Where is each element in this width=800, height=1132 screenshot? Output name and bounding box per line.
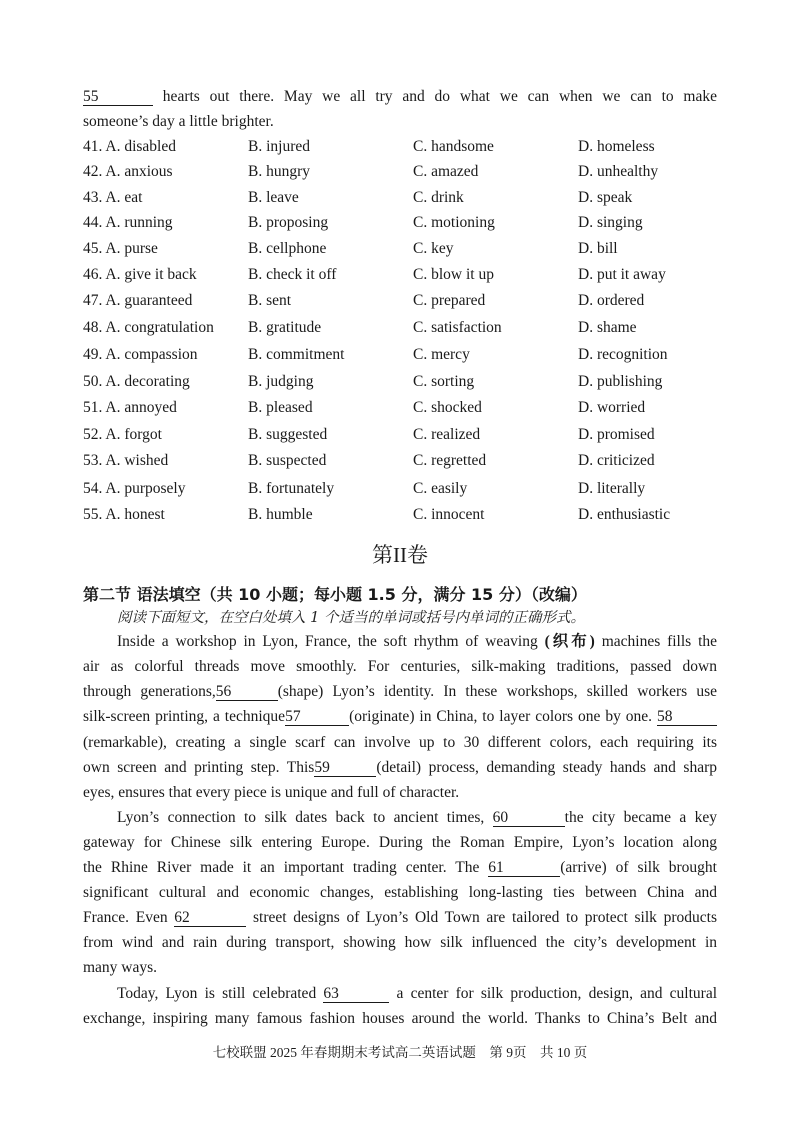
option-1-b: B. hungry [248, 163, 310, 180]
option-11-d: D. promised [578, 426, 655, 443]
text-segment: (织布) [544, 633, 595, 650]
option-4-d: D. bill [578, 240, 618, 257]
option-9-c: C. sorting [413, 373, 475, 390]
option-7-c: C. satisfaction [413, 319, 502, 336]
text-segment: from wind and rain during transport, showing how silk influenced the city’s development in [83, 934, 717, 951]
text-line [83, 733, 717, 753]
option-14-c: C. innocent [413, 506, 485, 523]
option-12-b: B. suspected [248, 452, 327, 469]
option-8-b: B. commitment [248, 346, 345, 363]
text-segment: own screen and printing step. This [83, 759, 315, 776]
option-1-n: 42. A. anxious [83, 163, 173, 180]
text-line [83, 883, 717, 903]
option-0-d: D. homeless [578, 138, 655, 155]
option-12-c: C. regretted [413, 452, 487, 469]
option-14-b: B. humble [248, 506, 313, 523]
text-line [83, 783, 717, 803]
option-10-n: 51. A. annoyed [83, 399, 177, 416]
option-2-d: D. speak [578, 189, 633, 206]
text-segment: eyes, ensures that every piece is unique and full of character. [83, 784, 460, 801]
option-10-d: D. worried [578, 399, 646, 416]
answer-blank: 59 [314, 759, 376, 777]
option-3-b: B. proposing [248, 214, 329, 231]
text-line [83, 933, 717, 953]
text-segment: silk-screen printing, a technique [83, 708, 286, 725]
option-7-n: 48. A. congratulation [83, 319, 214, 336]
text-segment: Today, Lyon is still celebrated [117, 985, 324, 1002]
option-2-n: 43. A. eat [83, 189, 143, 206]
option-6-b: B. sent [248, 292, 292, 309]
option-6-c: C. prepared [413, 292, 486, 309]
option-10-b: B. pleased [248, 399, 313, 416]
text-line [117, 984, 717, 1004]
option-1-d: D. unhealthy [578, 163, 659, 180]
answer-blank: 60 [493, 809, 565, 827]
answer-blank: 62 [174, 909, 246, 927]
option-4-c: C. key [413, 240, 454, 257]
text-line [83, 958, 717, 978]
text-line [83, 908, 717, 928]
text-segment: (remarkable), creating a single scarf can involve up to 30 different colors, each requiring its [83, 734, 717, 751]
answer-blank: 61 [488, 859, 560, 877]
option-7-b: B. gratitude [248, 319, 322, 336]
text-segment: Inside a workshop in Lyon, France, the soft rhythm of weaving [117, 633, 545, 650]
option-5-b: B. check it off [248, 266, 337, 283]
option-13-d: D. literally [578, 480, 646, 497]
text-segment: Lyon’s connection to silk dates back to ancient times, [117, 809, 493, 826]
answer-blank: 58 [657, 708, 717, 726]
option-14-n: 55. A. honest [83, 506, 165, 523]
text-segment: France. Even [83, 909, 175, 926]
text-line [117, 632, 717, 652]
answer-blank: 55 [83, 88, 153, 106]
option-11-c: C. realized [413, 426, 481, 443]
text-segment: (shape) Lyon’s identity. In these workshops, skilled workers use [277, 683, 717, 700]
option-6-d: D. ordered [578, 292, 645, 309]
option-13-c: C. easily [413, 480, 468, 497]
answer-blank: 63 [323, 985, 389, 1003]
option-5-d: D. put it away [578, 266, 666, 283]
text-line [117, 808, 717, 828]
text-line [83, 1009, 717, 1029]
text-line [83, 112, 717, 132]
text-segment: significant cultural and economic changes, establishing long-lasting ties between China and [83, 884, 717, 901]
option-2-b: B. leave [248, 189, 299, 206]
text-segment: (originate) in China, to layer colors one by one. [349, 708, 657, 725]
text-line [83, 87, 717, 107]
text-segment: the Rhine River made it an important trading center. The [83, 859, 489, 876]
option-14-d: D. enthusiastic [578, 506, 671, 523]
volume-title: 第II卷 [372, 543, 428, 567]
option-12-n: 53. A. wished [83, 452, 169, 469]
text-line [83, 833, 717, 853]
text-segment: exchange, inspiring many famous fashion houses around the world. Thanks to China’s Belt and [83, 1010, 717, 1027]
text-segment: a center for silk production, design, and cultural [389, 985, 718, 1002]
option-13-n: 54. A. purposely [83, 480, 186, 497]
text-line [83, 758, 717, 778]
text-segment: the city became a key [564, 809, 718, 826]
answer-blank: 57 [285, 708, 349, 726]
text-line [83, 657, 717, 677]
option-5-n: 46. A. give it back [83, 266, 197, 283]
text-segment: hearts out there. May we all try and do what we can when we can to make [153, 88, 717, 105]
option-1-c: C. amazed [413, 163, 479, 180]
option-4-b: B. cellphone [248, 240, 327, 257]
section-title: 第二节 语法填空（共 10 小题；每小题 1.5 分，满分 15 分）（改编） [83, 585, 587, 604]
option-12-d: D. criticized [578, 452, 655, 469]
text-segment: street designs of Lyon’s Old Town are tailored to protect silk products [246, 909, 717, 926]
answer-blank: 56 [216, 683, 278, 701]
text-segment: gateway for Chinese silk entering Europe. During the Roman Empire, Lyon’s location along [83, 834, 717, 851]
option-10-c: C. shocked [413, 399, 482, 416]
page-footer: 七校联盟 2025 年春期期末考试高二英语试题 第 9页 共 10 页 [212, 1045, 588, 1060]
option-4-n: 45. A. purse [83, 240, 158, 257]
text-line [83, 682, 717, 702]
option-13-b: B. fortunately [248, 480, 335, 497]
text-segment: someone’s day a little brighter. [83, 113, 274, 130]
option-11-b: B. suggested [248, 426, 328, 443]
option-8-n: 49. A. compassion [83, 346, 198, 363]
option-0-b: B. injured [248, 138, 310, 155]
text-segment: machines fills the [594, 633, 717, 650]
option-9-n: 50. A. decorating [83, 373, 190, 390]
text-segment: many ways. [83, 959, 158, 976]
option-2-c: C. drink [413, 189, 464, 206]
option-7-d: D. shame [578, 319, 637, 336]
text-segment: through generations, [83, 683, 216, 700]
option-3-d: D. singing [578, 214, 643, 231]
instructions: 阅读下面短文，在空白处填入 1 个适当的单词或括号内单词的正确形式。 [117, 610, 585, 626]
option-5-c: C. blow it up [413, 266, 494, 283]
text-segment: (arrive) of silk brought [560, 859, 717, 876]
option-3-n: 44. A. running [83, 214, 173, 231]
text-segment: air as colorful threads move smoothly. For centuries, silk-making traditions, passed down [83, 658, 717, 675]
option-9-d: D. publishing [578, 373, 663, 390]
option-3-c: C. motioning [413, 214, 495, 231]
option-11-n: 52. A. forgot [83, 426, 162, 443]
option-0-n: 41. A. disabled [83, 138, 176, 155]
text-line [83, 858, 717, 878]
option-0-c: C. handsome [413, 138, 494, 155]
option-8-d: D. recognition [578, 346, 668, 363]
option-9-b: B. judging [248, 373, 314, 390]
option-8-c: C. mercy [413, 346, 470, 363]
option-6-n: 47. A. guaranteed [83, 292, 193, 309]
text-line [83, 707, 717, 727]
text-segment: (detail) process, demanding steady hands and sharp [376, 759, 717, 776]
